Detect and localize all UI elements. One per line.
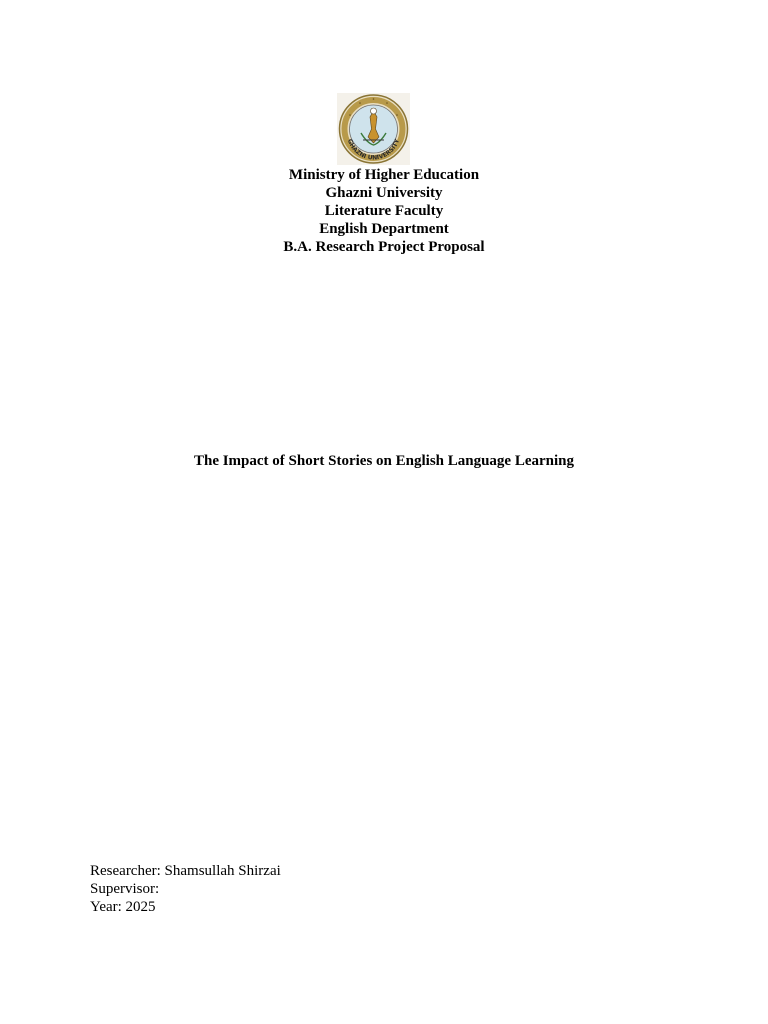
author-details (90, 862, 281, 916)
header-ministry: Ministry of Higher Education (288, 167, 480, 183)
seal-icon (337, 93, 410, 165)
researcher-line: Researcher: Shamsullah Shirzai (90, 863, 281, 879)
year-line: Year: 2025 (90, 899, 156, 915)
svg-text:GHAZNI UNIVERSITY: GHAZNI UNIVERSITY (345, 138, 402, 162)
supervisor-line: Supervisor: (90, 881, 160, 897)
header-department: English Department (319, 221, 449, 237)
header-faculty: Literature Faculty (324, 203, 444, 219)
proposal-title: The Impact of Short Stories on English Language Learning (193, 453, 575, 469)
institution-header (0, 166, 768, 256)
header-proposal-type: B.A. Research Project Proposal (283, 239, 485, 255)
university-seal-logo (337, 93, 410, 165)
header-university: Ghazni University (325, 185, 443, 201)
